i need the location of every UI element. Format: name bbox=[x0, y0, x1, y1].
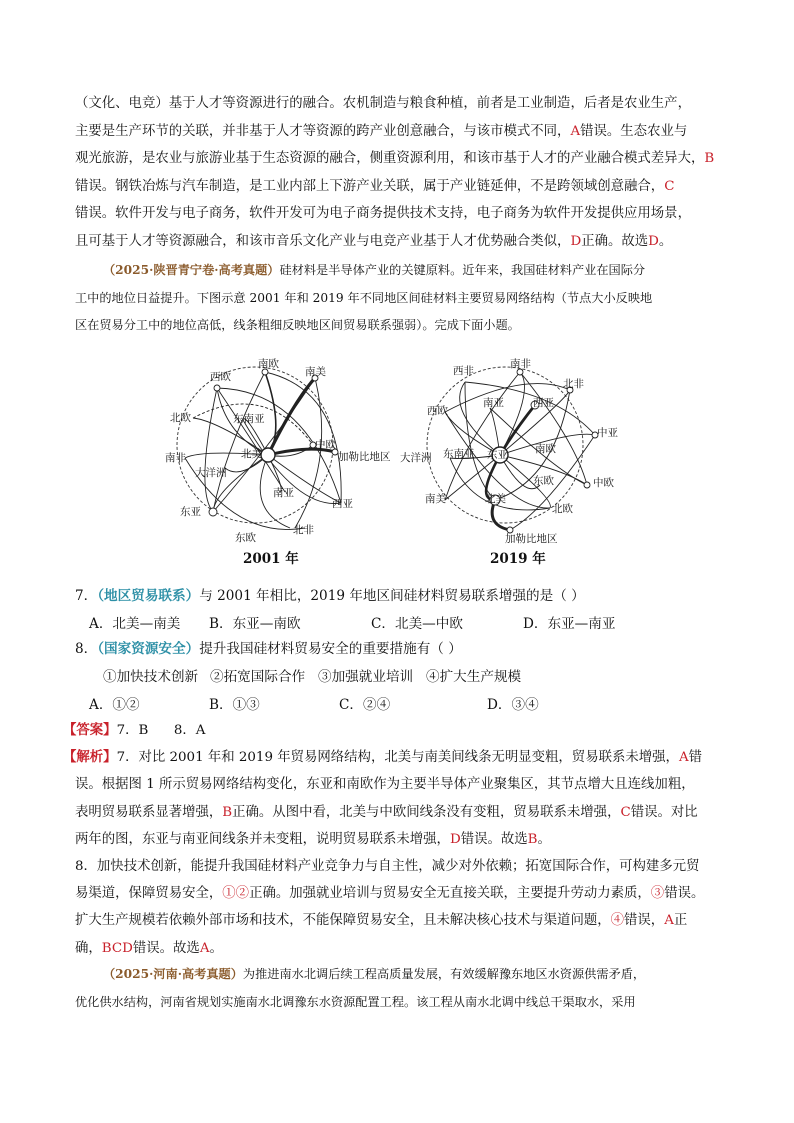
source-tag: （2025·陕晋青宁卷·高考真题） bbox=[103, 263, 280, 277]
map-label: 北美 bbox=[485, 493, 506, 505]
text-line: 主要是生产环节的关联，并非基于人才等资源的跨产业创意融合，与该市模式不同，A错误。生态农业与 bbox=[75, 123, 688, 139]
map-label: 加勒比地区 bbox=[338, 451, 391, 463]
text-line: 误。根据图 1 所示贸易网络结构变化，东亚和南欧作为主要半导体产业聚集区，其节点增大且连线加粗， bbox=[75, 777, 695, 793]
statement-item: ③加强就业培训 bbox=[318, 669, 414, 685]
map-label: 南美 bbox=[305, 366, 326, 378]
statement-item: ④扩大生产规模 bbox=[426, 669, 522, 685]
map-label: 南美 bbox=[425, 493, 446, 505]
answer-analysis bbox=[63, 717, 735, 962]
option-row bbox=[75, 610, 735, 638]
map-label: 南非 bbox=[165, 452, 186, 464]
topic-tag: （国家资源安全） bbox=[97, 641, 200, 657]
map-label: 东南亚 bbox=[443, 448, 475, 460]
map-label: 南亚 bbox=[483, 397, 504, 409]
option-b[interactable]: B．①③ bbox=[209, 697, 260, 713]
option-row bbox=[75, 691, 735, 719]
statement-item: ①加快技术创新 bbox=[103, 669, 199, 685]
text-line: 观光旅游，是农业与旅游业基于生态资源的融合，侧重资源利用，和该市基于人才的产业融合模式差异大，B bbox=[75, 151, 715, 167]
text-line: 【解析】7．对比 2001 年和 2019 年贸易网络结构，北美与南美间线条无明显变粗，贸易联系未增强，A错 bbox=[63, 749, 702, 766]
question-stem: 8．（国家资源安全）提升我国硅材料贸易安全的重要措施有（ ） bbox=[75, 641, 462, 657]
text-line: （2025·陕晋青宁卷·高考真题）硅材料是半导体产业的关键原料。近年来，我国硅材料产业在国际分 bbox=[103, 263, 646, 277]
option-b[interactable]: B．东亚—南欧 bbox=[209, 616, 301, 632]
map-label: 北欧 bbox=[552, 503, 573, 515]
question-8 bbox=[75, 635, 735, 719]
map-label: 南欧 bbox=[258, 358, 279, 370]
text-line: 错误。钢铁冶炼与汽车制造，是工业内部上下游产业关联，属于产业链延伸，不是跨领域创意融合，C bbox=[75, 178, 675, 194]
text-line: 优化供水结构，河南省规划实施南水北调豫东水资源配置工程。该工程从南水北调中线总干渠取水，采用 bbox=[75, 994, 636, 1009]
option-a[interactable]: A．①② bbox=[89, 697, 140, 713]
map-label: 中欧 bbox=[315, 439, 336, 451]
map-label: 北欧 bbox=[170, 412, 191, 424]
map-label: 东欧 bbox=[533, 475, 554, 487]
map-label: 西亚 bbox=[533, 397, 554, 409]
option-c[interactable]: C．②④ bbox=[339, 697, 391, 713]
map-label: 加勒比地区 bbox=[505, 533, 558, 545]
map-label: 大洋洲 bbox=[195, 467, 227, 479]
map-label: 南欧 bbox=[535, 443, 556, 455]
prev-analysis bbox=[75, 90, 735, 256]
map-label: 中亚 bbox=[597, 427, 618, 439]
map-label: 东亚 bbox=[180, 506, 201, 518]
option-c[interactable]: C．北美—中欧 bbox=[371, 616, 463, 632]
figure-caption-2019: 2019 年 bbox=[490, 551, 546, 567]
question-7 bbox=[75, 582, 735, 638]
answer-line: 【答案】7．B 8．A bbox=[63, 722, 206, 738]
map-label: 北非 bbox=[293, 524, 314, 536]
text-line: 两年的图，东亚与南亚间线条并未变粗，说明贸易联系未增强，D错误。故选B。 bbox=[75, 831, 551, 847]
map-label: 中欧 bbox=[593, 477, 614, 489]
trade-network-figure bbox=[155, 350, 635, 572]
source-tag: （2025·河南·高考真题） bbox=[103, 967, 243, 981]
text-line: （文化、电竞）基于人才等资源进行的融合。农机制造与粮食种植，前者是工业制造，后者是农业生产， bbox=[75, 96, 691, 111]
text-line: 表明贸易联系显著增强，B正确。从图中看，北美与中欧间线条没有变粗，贸易联系未增强，C错误。对比 bbox=[75, 804, 698, 820]
map-label: 东欧 bbox=[235, 532, 256, 544]
text-line: 且可基于人才等资源融合，和该市音乐文化产业与电竞产业基于人才优势融合类似，D正确。故选D。 bbox=[75, 233, 673, 249]
figure-caption-2001: 2001 年 bbox=[243, 551, 299, 567]
text-line: 区在贸易分工中的地位高低，线条粗细反映地区间贸易联系强弱）。完成下面小题。 bbox=[75, 318, 520, 332]
text-line: 易渠道，保障贸易安全，①②正确。加强就业培训与贸易安全无直接关联，主要提升劳动力素质，③错误。 bbox=[75, 886, 705, 902]
option-d[interactable]: D．东亚—南亚 bbox=[523, 616, 616, 632]
map-label: 大洋洲 bbox=[400, 452, 432, 464]
map-label: 南亚 bbox=[273, 487, 294, 499]
statement-row bbox=[75, 663, 735, 691]
next-question-intro bbox=[75, 961, 735, 1016]
option-d[interactable]: D．③④ bbox=[487, 697, 539, 713]
map-label: 西亚 bbox=[332, 498, 353, 510]
map-label: 北美 bbox=[241, 448, 262, 460]
map-label: 南非 bbox=[510, 358, 531, 370]
map-label: 西欧 bbox=[210, 371, 231, 383]
statement-item: ②拓宽国际合作 bbox=[210, 669, 306, 685]
text-line: 扩大生产规模若依赖外部市场和技术，不能保障贸易安全，且未解决核心技术与渠道问题，④错误，A正 bbox=[75, 913, 688, 929]
map-label: 西非 bbox=[453, 365, 474, 377]
text-line: （2025·河南·高考真题）为推进南水北调后续工程高质量发展，有效缓解豫东地区水资源供需矛盾， bbox=[103, 967, 646, 981]
map-label: 东南亚 bbox=[233, 413, 265, 425]
text-line: 错误。软件开发与电子商务，软件开发可为电子商务提供技术支持，电子商务为软件开发提供应用场景， bbox=[75, 206, 691, 222]
topic-tag: （地区贸易联系） bbox=[97, 588, 200, 604]
text-line: 8．加快技术创新，能提升我国硅材料产业竞争力与自主性，减少对外依赖；拓宽国际合作，可构建多元贸 bbox=[75, 859, 700, 875]
text-line: 工中的地位日益提升。下图示意 2001 年和 2019 年不同地区间硅材料主要贸易网络结构（节点大小反映地 bbox=[75, 290, 653, 305]
text-line: 确，BCD错误。故选A。 bbox=[75, 940, 223, 956]
question-stem: 7．（地区贸易联系）与 2001 年相比，2019 年地区间硅材料贸易联系增强的是（ ） bbox=[75, 588, 585, 604]
question-intro bbox=[75, 257, 735, 340]
option-a[interactable]: A．北美—南美 bbox=[89, 616, 181, 632]
map-label: 东亚 bbox=[487, 449, 508, 461]
map-label: 西欧 bbox=[427, 405, 448, 417]
map-label: 北非 bbox=[563, 378, 584, 390]
